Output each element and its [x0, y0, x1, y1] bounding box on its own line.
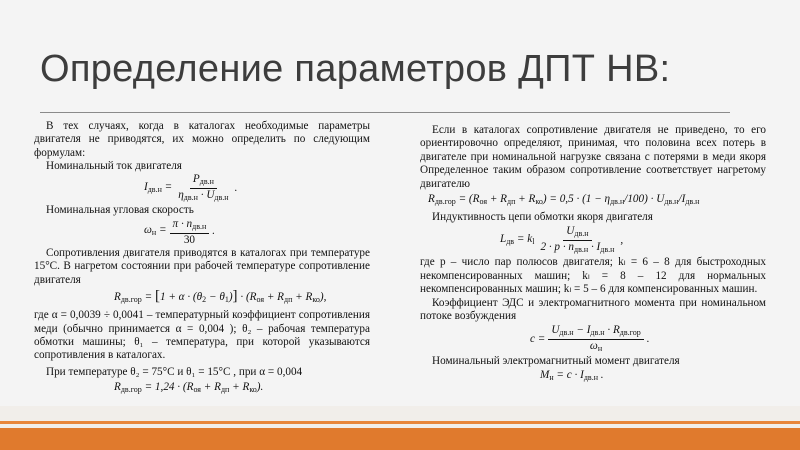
left-where-text: где α = 0,0039 ÷ 0,0041 – температурный коэффициент сопротивления меди (обычно принимается α = 0,004 ); θ₂ – рабочая температура обмотки машины; θ₁ – температура, при которой указываются сопротивления в каталогах. — [34, 309, 370, 362]
footer-bar — [0, 428, 800, 450]
formula-torque: $M_н = c \cdot I_{дв.н}$ . — [540, 369, 604, 383]
right-where-text: где p – число пар полюсов двигателя; kₗ = 6 – 8 для быстроходных некомпенсированных машин; kₗ = 8 – 12 для нормальных некомпенсированных машин; kₗ = 5 – 6 для компенсированных машин. — [420, 256, 766, 296]
title-divider — [40, 112, 730, 113]
formula-hot-resistance: $R_{дв.гор} = [1 + \alpha \cdot (\theta_2 - \theta_1)] \cdot (R_{оя} + R_{дп} + R_{ко})$, — [114, 288, 327, 305]
formula-hot-resistance-numeric: $R_{дв.гор} = 1,24 \cdot (R_{оя} + R_{дп} + R_{ко})$. — [114, 380, 264, 394]
inductance-label: Индуктивность цепи обмотки якоря двигателя — [432, 211, 653, 224]
temperature-text: При температуре θ₂ = 75°С и θ₁ = 15°С , при α = 0,004 — [46, 365, 303, 378]
nominal-speed-label: Номинальная угловая скорость — [46, 203, 194, 216]
right-intro: Если в каталогах сопротивление двигателя не приведено, то его ориентировочно определяют, принимая, что половина всех потерь в двигателе при номинальной нагрузке связана с потерями в меди якоря Определенное таким образом сопротивление соответствует нагретому двигателю — [420, 124, 766, 190]
nominal-current-label: Номинальный ток двигателя — [46, 160, 182, 173]
formula-nominal-speed: $\omega_н$ = $\frac{\pi \cdot n_{дв.н}}{30}$ . — [144, 218, 216, 247]
formula-inductance: $L_{дв} = k_l$ $\frac{U_{дв.н}}{2 \cdot p \cdot n_{дв.н} \cdot I_{дв.н}}$ , — [500, 224, 624, 254]
torque-label: Номинальный электромагнитный момент двигателя — [432, 355, 680, 368]
right-column — [420, 124, 766, 385]
formula-emf-coefficient: c = $\frac{U_{дв.н} - I_{дв.н} \cdot R_{дв.гор}}{\omega_н}$ . — [530, 323, 650, 353]
slide-title: Определение параметров ДПТ НВ: — [40, 48, 671, 90]
resistance-text: Сопротивления двигателя приводятся в каталогах при температуре 15°С. В нагретом состоянии при рабочей температуре сопротивление двигателя — [34, 247, 370, 286]
footer-accent-line — [0, 421, 800, 424]
formula-nominal-current: $I_{дв.н}$ = $\frac{P_{дв.н}}{\eta_{дв.н} \cdot U_{дв.н}}$ . — [144, 173, 238, 203]
left-column — [34, 120, 370, 397]
emf-coefficient-text: Коэффициент ЭДС и электромагнитного момента при номинальном потоке возбуждения — [420, 296, 766, 323]
formula-resistance-estimate: $R_{дв.гор} = (R_{оя} + R_{дп} + R_{ко}) = 0,5 \cdot (1 - \eta_{дв.н}/100) \cdot U_{дв.н}/I_{дв.н}$ — [428, 193, 700, 207]
left-intro: В тех случаях, когда в каталогах необходимые параметры двигателя не приводятся, их можно определить по следующим формулам: — [34, 120, 370, 159]
